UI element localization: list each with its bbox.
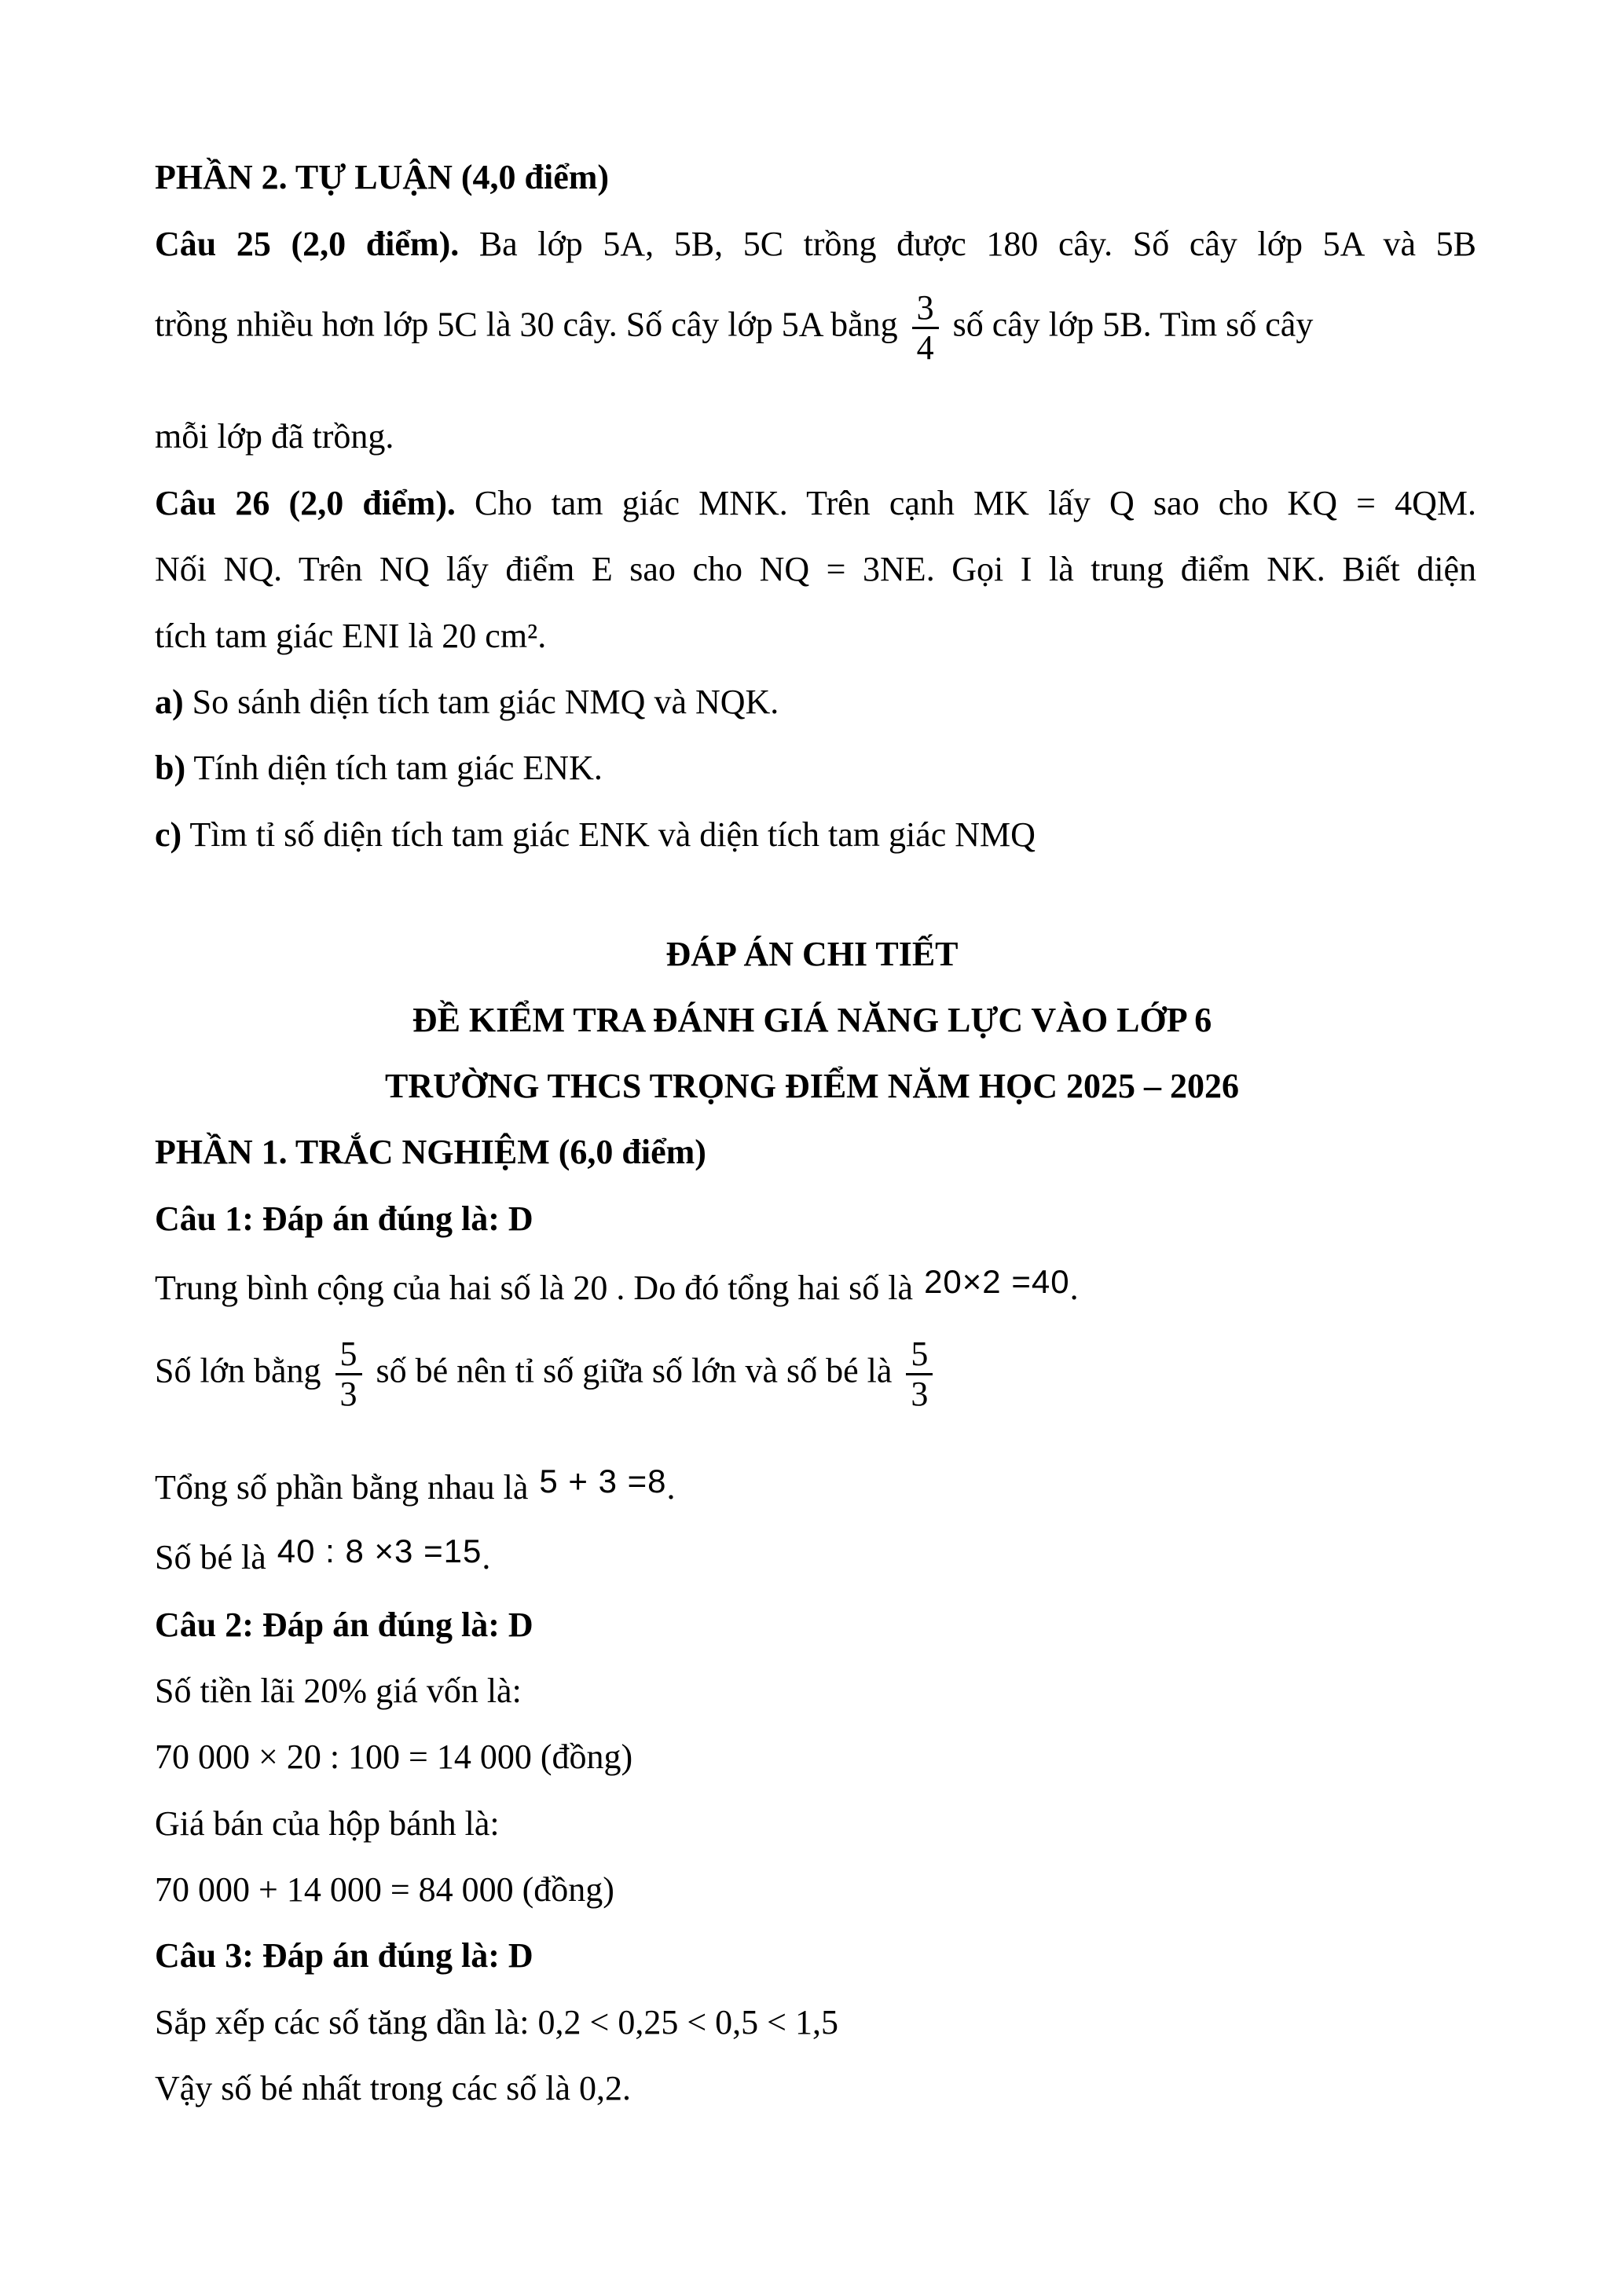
fraction-5-3: $\frac{5}{3}$	[335, 1335, 362, 1413]
q1-math-parts: 5 + 3 =8	[539, 1463, 667, 1500]
q26-line1: Câu 26 (2,0 điểm). Cho tam giác MNK. Trên cạnh MK lấy Q sao cho KQ = 4QM.	[155, 484, 1476, 522]
q2-line2: 70 000 × 20 : 100 = 14 000 (đồng)	[155, 1738, 633, 1776]
q3-heading: Câu 3: Đáp án đúng là: D	[155, 1936, 533, 1975]
q2-line4: 70 000 + 14 000 = 84 000 (đồng)	[155, 1870, 614, 1909]
q25-line3: mỗi lớp đã trồng.	[155, 417, 394, 456]
part2-heading: PHẦN 2. TỰ LUẬN (4,0 điểm)	[155, 158, 610, 196]
q1-line1: Trung bình cộng của hai số là 20 . Do đó tổng hai số là 20×2 =40.	[155, 1263, 1079, 1307]
q1-line3: Tổng số phần bằng nhau là 5 + 3 =8.	[155, 1463, 676, 1507]
q3-line1: Sắp xếp các số tăng dần là: 0,2 < 0,25 < 0,5 < 1,5	[155, 2003, 838, 2041]
q26-line3: tích tam giác ENI là 20 cm².	[155, 617, 547, 655]
q3-line2: Vậy số bé nhất trong các số là 0,2.	[155, 2069, 632, 2107]
fraction-5-3-ratio: $\frac{5}{3}$	[906, 1335, 933, 1413]
q2-heading: Câu 2: Đáp án đúng là: D	[155, 1606, 533, 1644]
q2-line1: Số tiền lãi 20% giá vốn là:	[155, 1672, 522, 1710]
q26-a: a) So sánh diện tích tam giác NMQ và NQK.	[155, 683, 779, 721]
answers-title-1: ĐÁP ÁN CHI TIẾT	[665, 935, 959, 973]
q26-c: c) Tìm tỉ số diện tích tam giác ENK và diện tích tam giác NMQ	[155, 815, 1036, 854]
q25-line2: trồng nhiều hơn lớp 5C là 30 cây. Số cây lớp 5A bằng $\frac{3}{4}$ số cây lớp 5B. Tìm số cây	[155, 288, 1314, 367]
answers-title-2: ĐỀ KIỂM TRA ĐÁNH GIÁ NĂNG LỰC VÀO LỚP 6	[412, 1001, 1212, 1039]
q1-line2: Số lớn bằng $\frac{5}{3}$ số bé nên tỉ số giữa số lớn và số bé là $\frac{5}{3}$	[155, 1335, 947, 1413]
q1-heading: Câu 1: Đáp án đúng là: D	[155, 1199, 533, 1238]
fraction-3-4: $\frac{3}{4}$	[912, 289, 939, 367]
q26-label: Câu 26 (2,0 điểm).	[155, 484, 456, 522]
q25-line1: Câu 25 (2,0 điểm). Ba lớp 5A, 5B, 5C trồng được 180 cây. Số cây lớp 5A và 5B	[155, 225, 1477, 263]
q1-math-small: 40 : 8 ×3 =15	[277, 1532, 482, 1569]
q25-label: Câu 25 (2,0 điểm).	[155, 225, 460, 263]
answers-title-3: TRƯỜNG THCS TRỌNG ĐIỂM NĂM HỌC 2025 – 2026	[384, 1067, 1240, 1105]
q1-line4: Số bé là 40 : 8 ×3 =15.	[155, 1532, 491, 1576]
q1-math-sum: 20×2 =40	[924, 1263, 1070, 1300]
q26-line2: Nối NQ. Trên NQ lấy điểm E sao cho NQ = 3NE. Gọi I là trung điểm NK. Biết diện	[155, 550, 1476, 588]
q26-b: b) Tính diện tích tam giác ENK.	[155, 749, 603, 787]
q2-line3: Giá bán của hộp bánh là:	[155, 1804, 500, 1843]
part1-heading: PHẦN 1. TRẮC NGHIỆM (6,0 điểm)	[155, 1133, 706, 1171]
